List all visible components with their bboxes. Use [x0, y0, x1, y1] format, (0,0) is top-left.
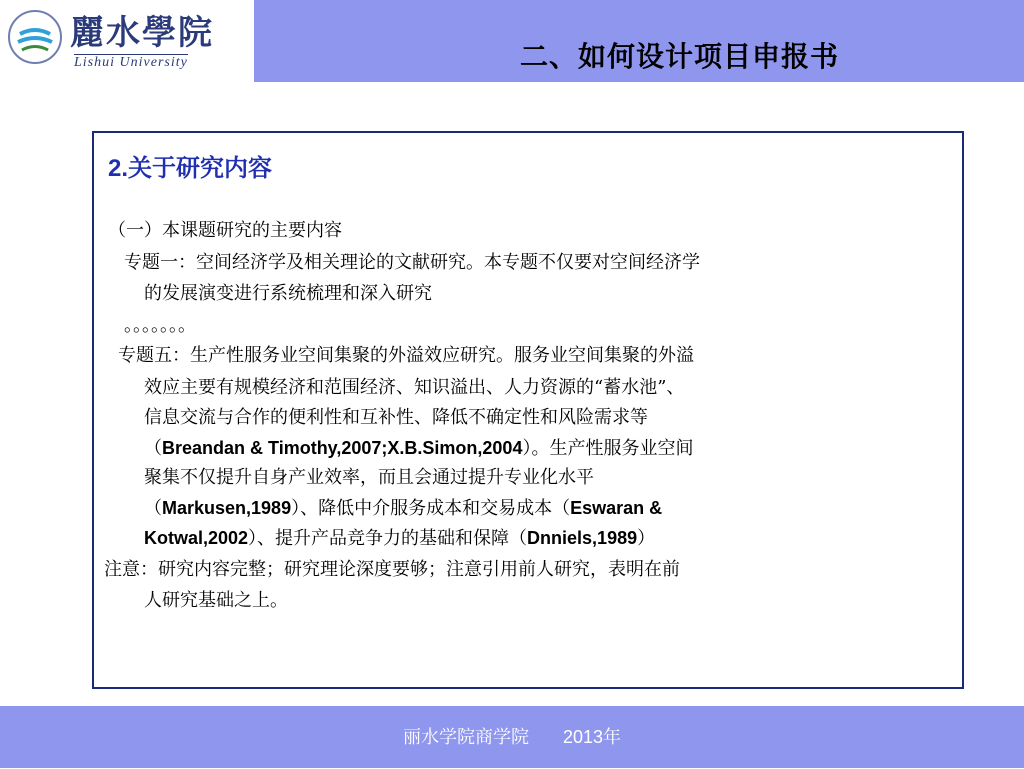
paren-open: （ — [144, 438, 162, 459]
section-number: 2. — [108, 155, 129, 182]
topic5-line4-tail: ）。生产性服务业空间 — [522, 438, 694, 459]
citation-dnniels: Dnniels,1989 — [527, 528, 638, 548]
citation-breandan: Breandan & Timothy,2007;X.B.Simon,2004 — [162, 438, 523, 458]
note-line1: 注意：研究内容完整；研究理论深度要够；注意引用前人研究，表明在前 — [104, 559, 680, 580]
note-line2: 人研究基础之上。 — [144, 590, 288, 611]
ellipsis-line: 。。。。。。。 — [124, 315, 196, 336]
slide-title: 二、如何设计项目申报书 — [520, 40, 840, 73]
paren-open: （ — [144, 498, 162, 519]
footer-text — [0, 706, 1024, 768]
topic5-line3: 信息交流与合作的便利性和互补性、降低不确定性和风险需求等 — [144, 407, 648, 428]
seal-icon — [8, 10, 62, 64]
topic1-line1: 专题一：空间经济学及相关理论的文献研究。本专题不仅要对空间经济学 — [124, 252, 700, 273]
citation-kotwal: Kotwal,2002 — [144, 528, 249, 548]
citation-markusen: Markusen,1989 — [162, 498, 292, 518]
section-title: 关于研究内容 — [128, 153, 273, 182]
topic5-line2: 效应主要有规模经济和范围经济、知识溢出、人力资源的“蓄水池”、 — [144, 377, 685, 398]
topic5-line7-mid: ）、提升产品竞争力的基础和保障（ — [248, 528, 528, 549]
topic5-line5: 聚集不仅提升自身产业效率，而且会通过提升专业化水平 — [144, 467, 594, 488]
section-heading — [108, 148, 272, 183]
logo-subtitle: Lishui University — [74, 55, 188, 70]
university-logo — [0, 0, 254, 82]
topic5-line6-mid: ）、降低中介服务成本和交易成本（ — [291, 498, 571, 519]
citation-eswaran: Eswaran & — [570, 498, 663, 518]
topic5-line1: 专题五：生产性服务业空间集聚的外溢效应研究。服务业空间集聚的外溢 — [118, 345, 694, 366]
topic5-line4 — [144, 436, 693, 461]
logo-name: 麗水學院 — [70, 13, 214, 53]
topic1-line2: 的发展演变进行系统梳理和深入研究 — [144, 283, 432, 304]
footer-org: 丽水学院商学院 — [402, 727, 529, 748]
paren-close: ） — [637, 528, 656, 549]
subsection-heading: （一）本课题研究的主要内容 — [108, 220, 342, 241]
topic5-line7 — [144, 526, 655, 551]
footer-year: 2013年 — [562, 727, 622, 747]
topic5-line6 — [144, 496, 662, 521]
